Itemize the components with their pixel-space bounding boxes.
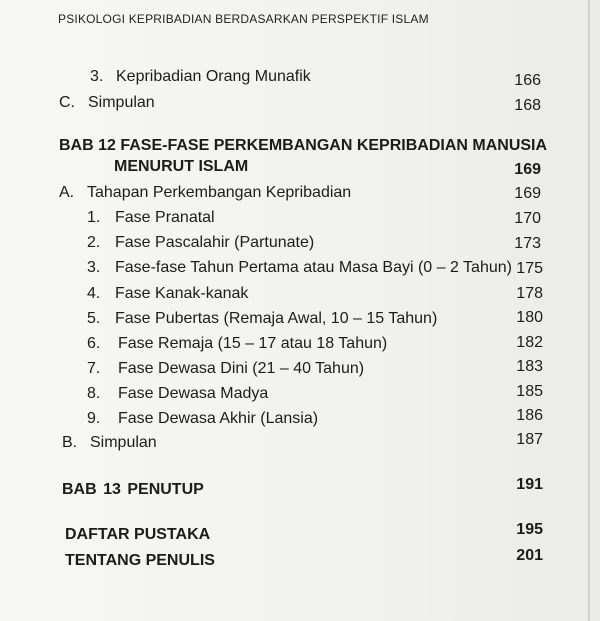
page-edge <box>588 0 590 621</box>
entry-label: Fase Kanak-kanak <box>115 285 249 302</box>
entry-number: 1. <box>87 209 101 226</box>
chapter-title-line1: BAB 12 FASE-FASE PERKEMBANGAN KEPRIBADIAN MANUSIA <box>59 137 548 154</box>
author-page: 201 <box>516 547 543 564</box>
toc-entry <box>87 285 248 303</box>
entry-number: 9. <box>87 410 101 427</box>
entry-page: 166 <box>514 72 541 89</box>
toc-entry <box>87 310 437 328</box>
entry-label: Fase Dewasa Madya <box>118 385 269 402</box>
bibliography-page: 195 <box>516 521 543 538</box>
entry-page: 182 <box>516 334 543 351</box>
toc-section <box>62 434 157 452</box>
entry-page: 173 <box>514 235 541 252</box>
entry-page: 186 <box>516 407 543 424</box>
entry-number: 3. <box>90 68 104 85</box>
section-label: Simpulan <box>90 434 157 451</box>
chapter-title-line2: MENURUT ISLAM <box>114 158 249 175</box>
entry-number: 3. <box>87 259 101 276</box>
entry-label: Fase Pascalahir (Partunate) <box>115 234 315 251</box>
entry-number: 2. <box>87 234 101 251</box>
toc-entry <box>87 360 364 378</box>
entry-page: 170 <box>514 210 541 227</box>
toc-entry <box>87 335 387 353</box>
entry-page: 168 <box>514 97 541 114</box>
entry-number: 6. <box>87 335 101 352</box>
entry-label: Fase Pranatal <box>115 209 215 226</box>
toc-entry <box>59 94 155 112</box>
bibliography-title: DAFTAR PUSTAKA <box>65 526 211 543</box>
section-number: B. <box>62 434 78 451</box>
toc-entry <box>87 234 314 252</box>
author-title: TENTANG PENULIS <box>65 552 215 569</box>
toc-entry <box>87 385 268 403</box>
chapter-title: BAB 13 PENUTUP <box>62 481 204 498</box>
entry-label: Fase Dewasa Dini (21 – 40 Tahun) <box>118 360 365 377</box>
entry-label: Fase Pubertas (Remaja Awal, 10 – 15 Tahun) <box>115 310 438 327</box>
toc-section <box>59 184 351 202</box>
entry-page: 175 <box>516 260 543 277</box>
entry-number: 8. <box>87 385 101 402</box>
entry-number: 5. <box>87 310 101 327</box>
toc-entry <box>87 259 512 277</box>
entry-number: 7. <box>87 360 101 377</box>
entry-page: 183 <box>516 358 543 375</box>
entry-label: Simpulan <box>88 94 155 111</box>
toc-entry <box>87 410 318 428</box>
toc-entry <box>90 68 311 86</box>
entry-label: Kepribadian Orang Munafik <box>116 68 311 85</box>
entry-number: C. <box>59 94 75 111</box>
section-page: 169 <box>514 185 541 202</box>
entry-label: Fase-fase Tahun Pertama atau Masa Bayi (0 – 2 Tahun) <box>115 259 512 276</box>
chapter-page: 191 <box>516 476 543 493</box>
running-header: PSIKOLOGI KEPRIBADIAN BERDASARKAN PERSPEKTIF ISLAM <box>58 12 429 26</box>
section-label: Tahapan Perkembangan Kepribadian <box>87 184 352 201</box>
entry-label: Fase Dewasa Akhir (Lansia) <box>118 410 319 427</box>
entry-page: 180 <box>516 309 543 326</box>
entry-page: 178 <box>516 285 543 302</box>
toc-entry <box>87 209 215 227</box>
section-page: 187 <box>516 431 543 448</box>
entry-number: 4. <box>87 285 101 302</box>
entry-label: Fase Remaja (15 – 17 atau 18 Tahun) <box>118 335 388 352</box>
section-number: A. <box>59 184 75 201</box>
chapter-page: 169 <box>514 161 541 178</box>
entry-page: 185 <box>516 383 543 400</box>
